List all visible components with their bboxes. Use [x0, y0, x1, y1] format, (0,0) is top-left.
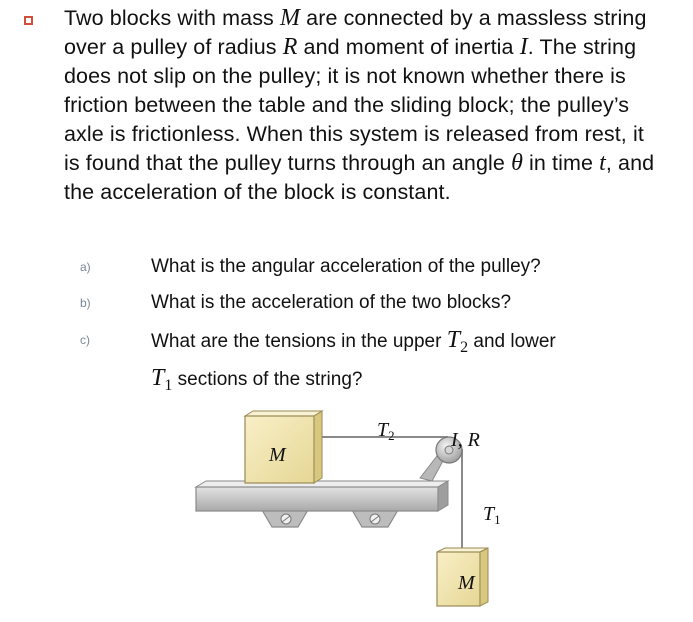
lower-tension-label: $T_1$: [483, 503, 501, 527]
question-text: What is the angular acceleration of the pulley?: [151, 256, 541, 277]
problem-text: Two blocks with mass: [64, 6, 280, 30]
upper-tension-label: $T_2$: [377, 419, 395, 443]
upper-tension-symbol: T: [446, 327, 461, 353]
table-legs: [262, 510, 398, 527]
question-label: a): [80, 260, 91, 274]
question-text: What is the acceleration of the two blocks?: [151, 292, 512, 313]
question-label: c): [80, 333, 90, 347]
angle-symbol: θ: [511, 150, 523, 176]
time-symbol: t: [599, 150, 606, 176]
problem-text: and moment of inertia: [297, 35, 520, 59]
problem-text: are connected by a massless string over a pulley of radius: [64, 6, 647, 59]
lower-tension-symbol: T: [151, 364, 165, 391]
radius-symbol: R: [282, 34, 298, 60]
block-top-label: M: [269, 444, 286, 466]
mass-symbol: M: [279, 5, 301, 31]
block-hanging-label: M: [458, 572, 475, 594]
question-text: What are the tensions in the upper $T_2$ and lower $T_1$ sections of the string?: [151, 327, 556, 394]
problem-text: , and the acceleration of the block is constant.: [64, 151, 655, 204]
pulley-label: I, R: [451, 429, 480, 451]
problem-text: in time: [522, 151, 600, 175]
question-label: b): [80, 296, 91, 310]
problem-text: . The string does not slip on the pulley; it is not known whether there is friction between the table and the sliding block; the pulley’s axle is frictionless. When this system is released from rest, it is found that the pulley turns through an angle: [64, 35, 644, 175]
table: [196, 481, 448, 511]
inertia-symbol: I: [519, 34, 528, 60]
